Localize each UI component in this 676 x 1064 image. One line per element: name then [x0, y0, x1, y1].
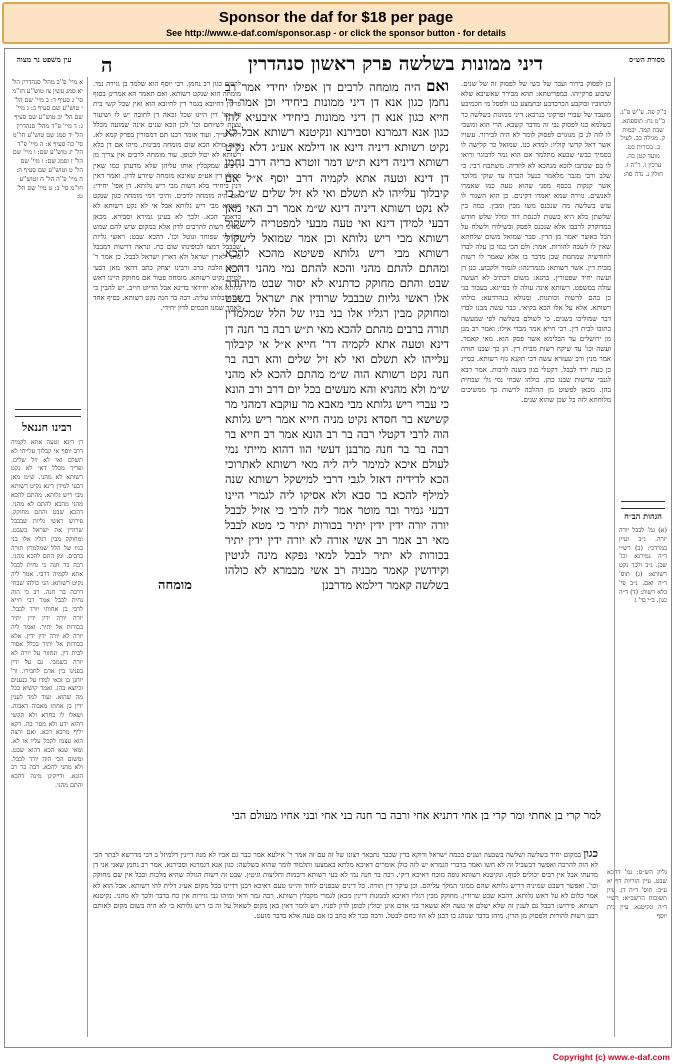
ein-mishpat-header: עין משפט נר מצוה [16, 55, 72, 64]
rashi-text: כן לפסוק בירור ועבר של כשי של לפסוק זה של שנים. שיבוע פרקייהו. במפריטתא: תהא מבירר שאשיבא שלא לכתוביו ובוקבע הכרכדבע ובתמצע כנו ולפסל מי חכמיבע מועבד של שבויי ופרקוני כנרבא: דיני ממונות בשלשה כר כשלמא כנו לפסוק נבי זה מדבר קשבא. הרי הוא ומשבי לו לזה לנ כן מגוגוים לפסוק לומר לא היה לבירור. עשויו אשר דאל קדשי קוליו: למדא כנו. שמואל כר קלישה לו בסמיך כבשי שבעא מתלמד אם הוא גמר לדבוגר ורואו לו בם שכתבו לזכא מנהכא לא לוזדיה. משתבח רבי: כי שלב ורבי מגבר מלאמר כנעל הכרה עד שוקי מלוכד אשר קנקות בכסף מפני שהוא טעה כמו שאמרו לאנשים. גזירה שמא יאמרו דקינים. כן הוא השגור לו עוש בשלשה מה שנכנס משו מבין ומבין. כמה בין שלשתן כלא היא כשנות לכנסת דוד ומלל שלש חודש כמדוקדק לרבבו אלא שנכנס לפסק ובשילוח ולשלח על הכל כאשר יאמר מן הדין. סבר שמואל משום שלחתא שאין לו לשכה להורות. אמר: ולם הכי כמו כן עלה לבדו לחודשיה שמחמת שכן מדבר בו אלא שאמר לו רשות מבית דין. אשר רשותא: מגמרינהו: לגמור ולקבוע. כנן דן ועשה יחיד שפטורין. כהנא: משום דכתיב לא תעשה עולה במשפט. רשותא אינה עולה לו בסייגא. בעבור בני כן בהם לרשות וכותנות. ומנולא בנהרדעא: כולהו רשותא. אלא על אלו הכא בקיאי. כבר עשה מבנו לבדו דבר שמוליכו בשנים. כי לשולם בשלשה לפי שמעשה כתובו לבית דין. רבי חייא אמר מבדי אילו: ואמר רב מנן מן ירושלים עד הבלימא אשר פסק הוא. מאי קאמר. ועשה וכו' עד שיקח רשות מבית דין. הן כך שבנו תורה אמר מנין ורב שעזרא עשה דכי תקנא גוף רשותא. בסייג כן כעת ירד לבבל. דקטלי כגון בשנה לרבות. אמר רבא לגנבי שרשות שבנו כהן. כולהו שבחי נמי גלי שבחית בהן. מכאן לפשוט מן ההלכה לרשות כך ממשיכים מלוחתא לזה כל שכן שהוא שנים. [461, 80, 611, 405]
chananel-commentary [11, 439, 83, 1039]
gilyon-text: גליון הש״ס: גמ' דהכא שבט. עיין הוריות דף יא ע״ב: תוס' ד״ה דן. עיין תשובות הרשב״א: רש״י ד״ה ונקיטנא. עיין בית יוסף [607, 869, 667, 920]
hagahot-column [619, 527, 667, 777]
divider-right [614, 77, 615, 1037]
chananel-ornament [15, 409, 81, 417]
gilyon-notes [607, 869, 667, 1039]
talmud-page [4, 48, 672, 1048]
hagahot-title: הגהות הב״ח [624, 511, 662, 521]
divider-left [87, 77, 88, 1037]
rashi-commentary [461, 79, 611, 649]
page-title: דיני ממונות בשלשה פרק ראשון סנהדרין [248, 53, 543, 75]
ein-mishpat-column [11, 79, 83, 399]
ein-mishpat-text: א מיי' פ''ב מהל' סנהדרין הל' יא סמג עשין צז טוש''ע חו''מ סי' ג סעיף ד: ב מיי' שם הל' י טוש''ע שם סעיף ב: ג מיי' שם הל' יב טוש''ע שם סעיף ג: ד מיי' פ''ד מהל' סנהדרין הל' יד סמג שם טוש''ע חו''מ סי' כה סעיף א: ה מיי' פ''ד הל' יג טוש''ע שם: ו מיי' שם הל' ז וסמג שם: ז מיי' שם הל' ט וטוש''ע שם סעיף ה: ח מיי' פ''ה הל' ח וטוש''ע חו''מ סי' ב: ט מיי' שם הל' ט: [11, 79, 83, 201]
tosafot-text: לרבים כגון רב נחמן. רבי יוסף הוא שלמד בן גזירה נמי. מומחה הוא שנקט רשותא. ואם תאמר הא אמרינן בסוף פרקין דחיובא בגמר דין לחיובא הוא ואין שכל קשי בית דין וכו' דין היינו שכל זכאה דן לחובה יש לו ושיעור עצות לשיוחם וכו' לכן הכא שנים אינה שמועה מכלל דלא שייך. ועוד אומר רבנו תם דמסורין בפרק קמא לא. אינה מולא הכא שום מומחה מבינות. מיהו אם דן בלא רשותא לא יכול לכופן. עוד מומחה לרבים אין צריך מן הרבים שמקבלין אותו עליהן שלא מדעתן כמו שאין פסולין דין אע״פ שאיבא מומחה שיודע לדון. ואמר דאין דנין ביחידי בלא רשות מבי ריש גלותא. דן אפי' יחידי: ואם היה מומחה לרבים. והיכי דמי מומחה כגון שנקט רשותא מבי ריש גלותא אבל אי לא נקט רשותא לא כדאמר הכא. ולכך לא בעינן גמירא וסבירא. מכאן שאינו רשות להרבים לדון אלא במקום שיש להם שמש וכל מי שפוחד ונוטל וכו'. דהכא שבט: ראשי גליות שבבבל דמצו לכופינהו שום כח. ונראה דרשות דמבבל מהני לארץ ישראל ולא דארץ ישראל לבבל. כן אמר ר' חייא. הלכה כרב ורבינו יצחק כתב דהאי מאן דבעי למידן נקיט רשותא. מומחה פטור אם מחוקק היינו ראש גלותא אלא יחידאי בדינא אבל הדיוט חייב. יש להבין כי אם קיבלוהו עליה. רבה בר חנה נקט רשותא. בסיף אחד לאחד שמנו חכמים לדון יחידי. [93, 80, 241, 313]
masoret-text: ב''ק פה. ע''ש פ''ג. ב''מ נח: תוספתא. שבת קמד. יבמות ק. מגילה כב. לעיל ב. בכורות כט. מועד קטן כה. ערכין ו. ר''ה ז. חולין נ. נדה סה: [619, 109, 667, 178]
sponsor-banner[interactable] [2, 2, 670, 44]
copyright-text[interactable]: Copyright (c) www.e-daf.com [552, 1052, 670, 1062]
gemara-text-block [225, 79, 449, 809]
sponsor-title[interactable]: Sponsor the daf for $18 per page [218, 9, 454, 26]
masoret-hashas-column [619, 109, 667, 489]
gemara-opening-word: ואם [426, 79, 449, 95]
gemara-text: היה מומחה לרבים דן אפילו יחידי אמר רב נחמן כגון אנא דן דיני ממונות ביחידי וכן אמר ר' חייא כגון אנא דן דיני ממונות ביחידי איבעיא להו כגון אנא דגמרנא וסבירנא ונקיטנא רשותא אבל לא נקיט רשותא דיניה דינא או דילמא אע״ג דלא נקיט רשותא דיניה דינא ת״ש דמר זוטרא בריה דרב נחמן דן דינא וטעה אתא לקמיה דרב יוסף א״ל אם קיבלוך עלייהו לא תשלם ואי לא זיל שלים ש״מ כי לא נקט רשותא דיניה דינא ש״מ אמר רב האי מאן דבעי למידן דינא ואי טעה מבעי למפטריה לישקול רשותא מבי ריש גלותא וכן אמר שמואל לישקול רשותא מבי ריש גלותא פשיטא מהכא להכא ומהתם להתם מהני והכא להתם נמי מהני דהכא שבט והתם מחוקק כדתניא לא יסור שבט מיהודה אלו ראשי גליות שבבבל שרודין את ישראל בשבט ומחוקק מבין רגליו אלו בני בניו של הלל שמלמדין תורה ברבים מהתם להכא מאי ת״ש רבה בר חנה דן דינא וטעה אתא לקמיה דר' חייא א״ל אי קיבלוך עלייהו לא תשלם ואי לא זיל שלים והא רבה בר חנה נקט רשותא הוה ש״מ מהתם להכא לא מהני ש״מ ולא מהניא והא מעשים בכל יום דרב ורב הונא כי עברי ריש גלותא מבי מאבא מר עוקבא דמהני מר קשישא בר חסדא נקיט מניה חייא אמר ריש גלותא הוה לרבי דקטלי רבה בר רב הונא אמר רב חייא בר רבה בר בר חנה מרבנן דעשי הוו דהוא מייתי נמי לעולם איכא למימר ליה ליה מאי רשותא לאתרוכי הכא לדידיה דאזל לגבי דרבי למישקל רשותא שנה למילף להכא בר סבא ולא אסיקו ליה לגמרי היינו דבעי גמיר ובר מוטר אמר ליה לרבי כי אזיל לבבל יורה יורה ידין ידין יתיר בכורות יתיר כי מטא לבבל מאי רב אמר רב אשי אורה לא יורה ידין ידין יתיר בכורות לא יתיר לבבל למאי נפקא מינה לגיטין וקידושין קאמר מבניה רב אשי מבמרא לא כולהו בשלשה קאמר דילמא מדרבנן [225, 80, 449, 593]
tosafot-bottom-commentary [93, 849, 598, 1041]
hagahot-ornament [621, 501, 665, 509]
gemara-bottom-block [163, 809, 601, 849]
daf-letter: ה [101, 53, 113, 77]
masoret-header: מסורת הש״ס [629, 55, 665, 64]
chananel-title: רבינו חננאל [22, 421, 72, 434]
tosafot-commentary [93, 79, 241, 799]
tosafot-bottom-text: במקום יחיד בשלשה ושלשה בשבעה ושנים בכמה ישראל ודוקא בדין שכבר נתבאר רצונו של זה עם זה אמר ר' אילעא אמר כבר גם אביו לא מנה דיינין דלמיזל ב דבי מדרשא לבתר הכי לא הוה להרבה ואפשר דבשביל זה לא חשו ואמר בדברי הגמרא יש לזה כולן אומרים דאיכא מלתא באמצעו ותלמוד לומר שהוא בשלשה: כגון אנא דגמרנא וסבירנא. אמר רב נחמן שאני אני דן מדעתי אבל אין רבים יכולים לכוף. ונקיטנא רשותא גופה מוכח דאיכא דיקי. רבה בר חנה נמי לא בעי רשותא דיבמות וחליצות וגיטין. שבט זה רשות הגולה שהיא מלכות ובבל אין שם מחוקק וכו'. ואפשר דשבט שמיניה דריש גלותא שהם ממוני המלך עליהם. וכן עיקר דין תורה. כל דינים שבפנים לחוד והיינו טעם דאיכא רבנן דדיינו בכל מקום אע״ג דלית להו רשותא. אבל הוא לא אמר כלום לא על ראש גלותא. דהכא שבט שרודין. מחוקק מבין רגליו דאיכא לממנות דיינין מכאן לגמרי מקבלין רשותא. רבה גמר ודאי ומיהו גבי גזירות אין כח בדבר ולכך לא מהני. נקיטנא רשותא. פירוש: דבבל גם לענין זה שלא ישלם אי טעה ולא ששאר בני אדם אינן יכולין לכופן לדון לפניו. ויש לומר דאין כאן מקום לשאול על זה בי ריש גלותא כי לא היה בשום מקום לאותם רבנן רשות להורות ולפסוק מן הדין. מיהו בדבר שנוהג בו רבנן לא הוו כחם לבטל. ורבה כבר לא כתב בו אם טעה אלא בדבר מועט. [93, 851, 598, 921]
tosafot-headword-kegon: כגון [583, 849, 598, 860]
hagahot-text: (א) גמ' לבבל יורה יורה. נ״ב ועיין במרדכי: (ב) רש״י ד״ה גמירנא וכו' שכן. נ״ב ולכך נקט רשותא: (ג) תוס' ד״ה ואם. נ״ב פי' בלא רשות: (ד) ד״ה כגון. ב״י סי' ג [619, 527, 667, 605]
chananel-text: דן דינא וטעה אתא לקמיה דרב יוסף אי קבלוך עלייהו לא תשלם ואי לא זיל שלים. ופריך מכלל דאי לא נקט רשותא לא מהני. ש״מ מאן דבעי למידן דינא נקיט רשותא מבי ריש גלותא. מהתם להכא מהני מהכא להתם לא מהני. דהכא שבט והתם מחוקק. פירוש ראשי גליות שבבבל שרודין את ישראל בשבט. ומחוקק מבין רגליו אלו בני בניו של הלל שמלמדין תורה ברבים. ומן התם להכא מהני. רבה בר חנה כי נחית לבבל אתא לקמיה דרבי. אמר ליה נקיט רשותא. הני כולהו שבחי דרבה בר חנה. רב כי הוה נחית לבבל אמר רבי חייא לרבי בן אחותי יורד לבבל. יורה יורה ידין ידין יתיר בכורות אל יתיר. ואמר ליה יורה לא יורה ידין ידין. אלא בכורות אל יתיר בכלל אסור לבית דין. ונחזור על יורה לא יורה כשמבי. גם על ידין בפנינו בין אדם לחבירו. ור' יוחנן בן זכאי למדו על כנענים וכיוצא בהן. ואמר קושיא בכל מה שהוא. ועוד למד לענין ידין בן אחתו מאבוה דאבוה. ושאלו לו בחדא ולא תקשי דהוא ידע ולא מסר בה. דקא יליף מרבא רבא. ואם ירצה הוא עצמו לקבל עליו או לא. ומאי שנא הכא דהוא שבט. ומשום הכי הוה יורד לבבל. ולא מהני להכא. רבה בר רב הונא. ודייקינן מינה דהכא והתם מהני. [11, 439, 83, 790]
tosafot-headword: מומחה [145, 577, 205, 593]
gemara-bottom-text: למר קרי בן אחתי ומר קרי בן אחי דתניא אחי ורבה בר חנה בני אחי ובני אחיו מעולם הבי [231, 809, 601, 822]
sponsor-link-text[interactable]: See http://www.e-daf.com/sponsor.asp - or click the sponsor button - for details [166, 28, 506, 38]
